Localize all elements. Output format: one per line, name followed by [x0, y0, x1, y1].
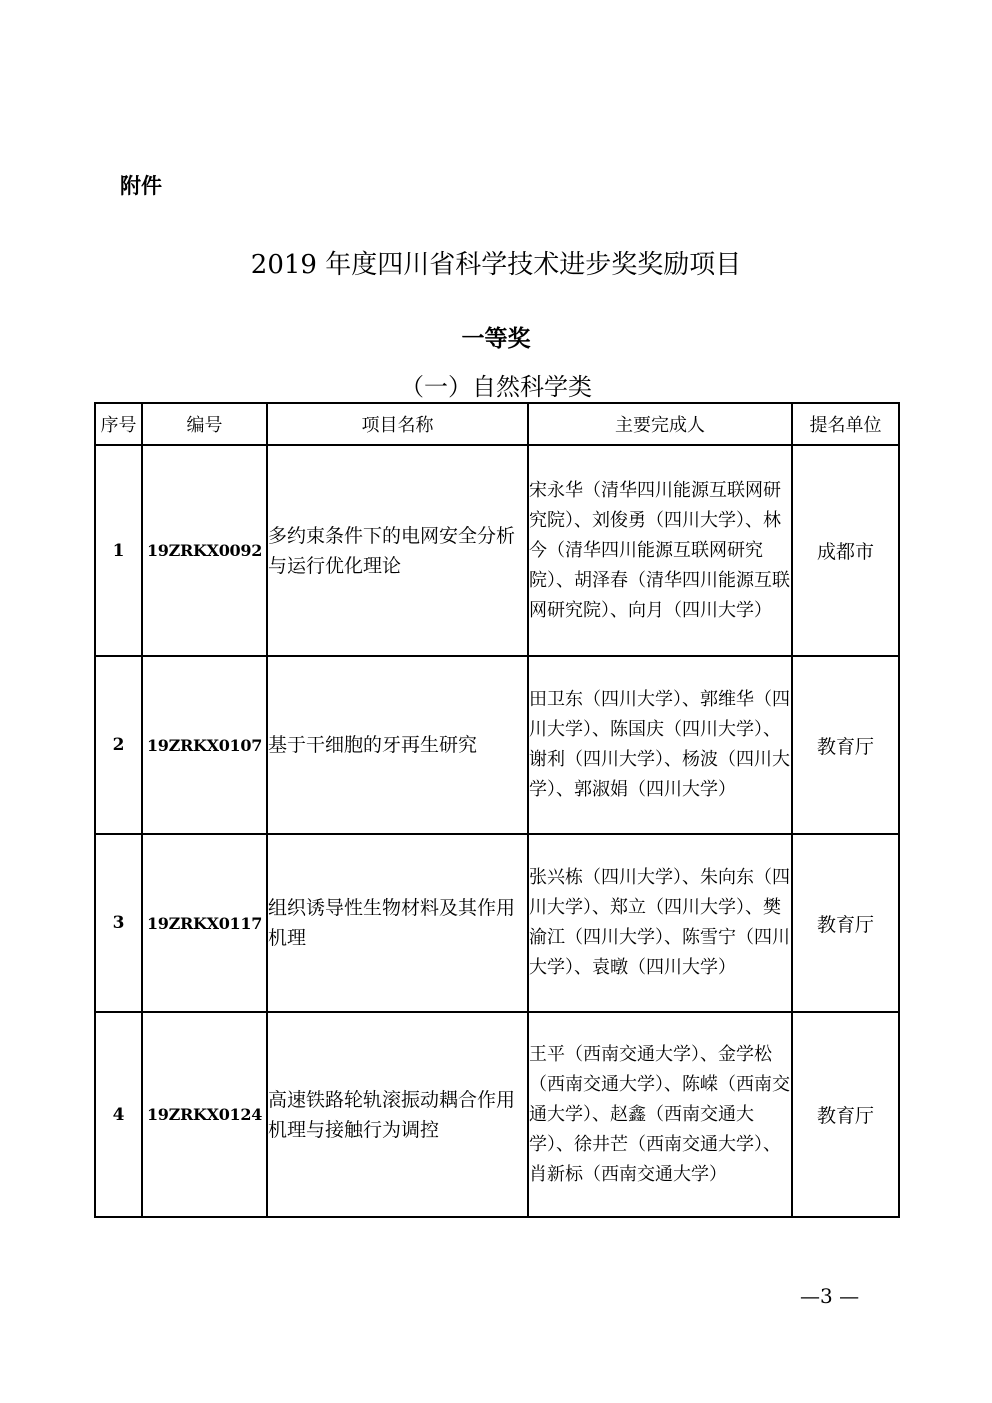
row-main-contributors: 王平（西南交通大学）、金学松（西南交通大学）、陈嵘（西南交通大学）、赵鑫（西南交通大学）、徐井芒（西南交通大学）、肖新标（西南交通大学） — [528, 1012, 792, 1217]
column-header-project-name: 项目名称 — [267, 403, 528, 445]
row-serial: 3 — [95, 834, 142, 1012]
attachment-label: 附件 — [120, 174, 162, 198]
table-row — [95, 834, 899, 1012]
row-serial: 1 — [95, 445, 142, 656]
row-nominating-unit: 教育厅 — [792, 1012, 899, 1217]
row-code: 19ZRKX0117 — [142, 834, 267, 1012]
row-serial: 2 — [95, 656, 142, 834]
document-title: 2019 年度四川省科学技术进步奖奖励项目 — [250, 250, 742, 280]
row-code: 19ZRKX0092 — [142, 445, 267, 656]
table-row — [95, 656, 899, 834]
row-code: 19ZRKX0124 — [142, 1012, 267, 1217]
row-serial: 4 — [95, 1012, 142, 1217]
column-header-main-contributors: 主要完成人 — [528, 403, 792, 445]
page-number: —3 — — [800, 1284, 860, 1308]
table-row — [95, 445, 899, 656]
award-table — [94, 402, 900, 1218]
row-main-contributors: 张兴栋（四川大学）、朱向东（四川大学）、郑立（四川大学）、樊渝江（四川大学）、陈雪宁（四川大学）、袁暾（四川大学） — [528, 834, 792, 1012]
column-header-code: 编号 — [142, 403, 267, 445]
row-project-name: 高速铁路轮轨滚振动耦合作用机理与接触行为调控 — [267, 1012, 528, 1217]
row-code: 19ZRKX0107 — [142, 656, 267, 834]
column-header-serial: 序号 — [95, 403, 142, 445]
row-nominating-unit: 成都市 — [792, 445, 899, 656]
row-project-name: 多约束条件下的电网安全分析与运行优化理论 — [267, 445, 528, 656]
row-nominating-unit: 教育厅 — [792, 656, 899, 834]
row-nominating-unit: 教育厅 — [792, 834, 899, 1012]
row-main-contributors: 宋永华（清华四川能源互联网研究院）、刘俊勇（四川大学）、林今（清华四川能源互联网研究院）、胡泽春（清华四川能源互联网研究院）、向月（四川大学） — [528, 445, 792, 656]
award-level-heading: 一等奖 — [461, 326, 531, 352]
row-project-name: 基于干细胞的牙再生研究 — [267, 656, 528, 834]
column-header-nominating-unit: 提名单位 — [792, 403, 899, 445]
row-project-name: 组织诱导性生物材料及其作用机理 — [267, 834, 528, 1012]
table-header-row — [95, 403, 899, 445]
table-row — [95, 1012, 899, 1217]
category-heading: （一）自然科学类 — [400, 373, 592, 401]
row-main-contributors: 田卫东（四川大学）、郭维华（四川大学）、陈国庆（四川大学）、谢利（四川大学）、杨波（四川大学）、郭淑娟（四川大学） — [528, 656, 792, 834]
